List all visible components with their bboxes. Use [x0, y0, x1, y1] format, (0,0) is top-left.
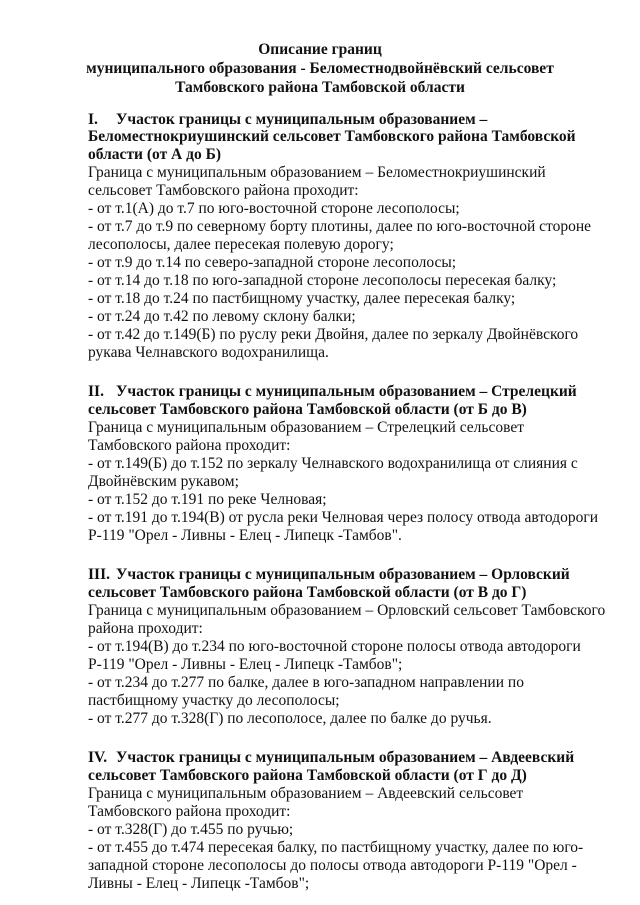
section-3-text-line: - от т.194(В) до т.234 по юго-восточной стороне полосы отвода автодороги [88, 638, 581, 655]
section-1-heading-line-3: области (от А до Б) [88, 146, 221, 163]
section-1-number: I. [88, 111, 98, 128]
section-2-text-line: Тамбовского района проходит: [88, 437, 291, 454]
section-1-text-line: - от т.24 до т.42 по левому склону балки; [88, 308, 356, 325]
section-1-text-line: лесополосы, далее пересекая полевую дорогу; [88, 236, 394, 253]
document-title [0, 40, 640, 97]
section-4-number: IV. [88, 749, 108, 766]
title-line-1: Описание границ [258, 41, 382, 58]
section-1-text-line: сельсовет Тамбовского района проходит: [88, 182, 359, 199]
section-4-text-line: Граница с муниципальным образованием – Авдеевский сельсовет [88, 785, 524, 802]
section-4-heading-line-1: IV. Участок границы с муниципальным образованием – Авдеевский [88, 749, 575, 766]
section-1-heading-line-2: Беломестнокриушинский сельсовет Тамбовского района Тамбовской [88, 128, 576, 145]
section-3-heading-line-2: сельсовет Тамбовского района Тамбовской области (от В до Г) [88, 584, 527, 601]
section-2-text-line: Двойнёвским рукавом; [88, 473, 239, 490]
section-1-text-line: - от т.42 до т.149(Б) по руслу реки Двойня, далее по зеркалу Двойнёвского [88, 326, 579, 343]
section-4-text-line: Ливны - Елец - Липецк -Тамбов"; [88, 875, 310, 892]
section-1-text-line: - от т.1(А) до т.7 по юго-восточной стороне лесополосы; [88, 200, 460, 217]
section-2-text-line: Граница с муниципальным образованием – Стрелецкий сельсовет [88, 419, 524, 436]
title-line-2: муниципального образования - Беломестнодвойнёвский сельсовет [86, 60, 554, 77]
section-2-heading-line-2: сельсовет Тамбовского района Тамбовской области (от Б до В) [88, 401, 527, 418]
section-3-text-line: пастбищному участку до лесополосы; [88, 692, 340, 709]
section-2-text-line: - от т.149(Б) до т.152 по зеркалу Челнавского водохранилища от слияния с [88, 455, 578, 472]
section-3-number: III. [88, 566, 110, 583]
section-3-text-line: района проходит: [88, 620, 203, 637]
section-1-text-line: - от т.14 до т.18 по юго-западной стороне лесополосы пересекая балку; [88, 272, 557, 289]
section-2-heading-line-1: II. Участок границы с муниципальным образованием – Стрелецкий [88, 383, 577, 400]
section-2-number: II. [88, 383, 104, 400]
section-1-text-line: рукава Челнавского водохранилища. [88, 344, 329, 361]
section-4-text-line: Тамбовского района проходит: [88, 803, 291, 820]
section-4-text-line: - от т.328(Г) до т.455 по ручью; [88, 821, 294, 838]
section-1-text-line: - от т.9 до т.14 по северо-западной стороне лесополосы; [88, 254, 457, 271]
section-1-text-line: - от т.18 до т.24 по пастбищному участку, далее пересекая балку; [88, 290, 516, 307]
section-2-text-line: - от т.191 до т.194(В) от русла реки Челновая через полосу отвода автодороги [88, 509, 598, 526]
section-2-text-line: - от т.152 до т.191 по реке Челновая; [88, 491, 327, 508]
section-3-text-line: - от т.234 до т.277 по балке, далее в юго-западном направлении по [88, 674, 524, 691]
section-1-text-line: Граница с муниципальным образованием – Беломестнокриушинский [88, 164, 546, 181]
section-3-text-line: Граница с муниципальным образованием – Орловский сельсовет Тамбовского [88, 602, 606, 619]
section-1-heading-line-1: I. Участок границы с муниципальным образованием – [88, 111, 488, 128]
section-3-text-line: Р-119 "Орел - Ливны - Елец - Липецк -Тамбов"; [88, 656, 403, 673]
section-3-heading-line-1: III. Участок границы с муниципальным образованием – Орловский [88, 566, 570, 583]
section-4-heading-line-2: сельсовет Тамбовского района Тамбовской области (от Г до Д) [88, 767, 527, 784]
section-3-text-line: - от т.277 до т.328(Г) по лесополосе, далее по балке до ручья. [88, 710, 492, 727]
section-2-text-line: Р-119 "Орел - Ливны - Елец - Липецк -Тамбов". [88, 527, 402, 544]
title-line-3: Тамбовского района Тамбовской области [175, 79, 465, 96]
section-4-text-line: - от т.455 до т.474 пересекая балку, по пастбищному участку, далее по юго- [88, 839, 584, 856]
section-1-text-line: - от т.7 до т.9 по северному борту плотины, далее по юго-восточной стороне [88, 218, 592, 235]
section-4-text-line: западной стороне лесополосы до полосы отвода автодороги Р-119 "Орел - [88, 857, 577, 874]
